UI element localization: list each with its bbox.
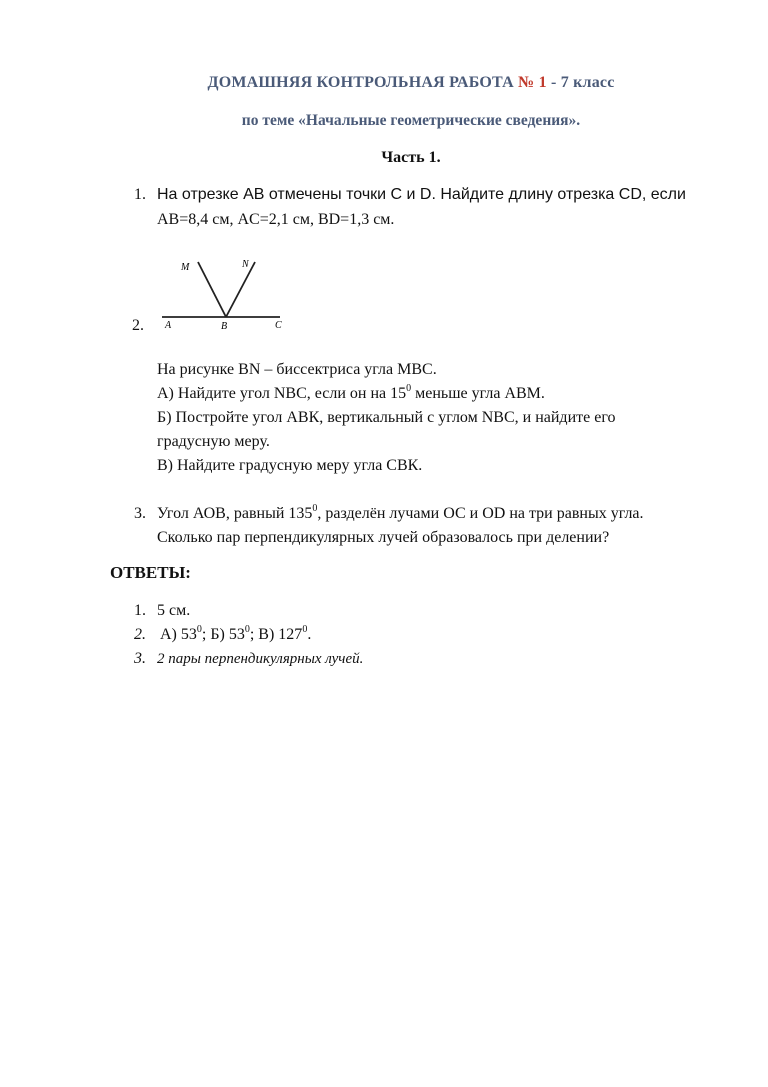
document-subtitle: по теме «Начальные геометрические сведения». [241, 112, 581, 129]
degree-sup: 0 [196, 624, 202, 635]
answer-1-number: 1. [134, 602, 146, 619]
label-m: M [181, 262, 190, 273]
label-c: C [275, 320, 282, 331]
document-title [0, 74, 768, 92]
task-3-number: 3. [134, 505, 146, 522]
task-1-number: 1. [134, 186, 146, 203]
answer-2-part-a: А) 53 [160, 626, 197, 643]
answer-3-number: 3. [134, 650, 146, 667]
answer-2-end: . [307, 626, 312, 643]
task-3-line-1-text: Угол АОВ, равный 135 [157, 505, 313, 522]
task-3-line-2: Сколько пар перпендикулярных лучей образовалось при делении? [157, 529, 610, 546]
label-n: N [242, 259, 249, 270]
task-2-line-5: В) Найдите градусную меру угла СВК. [157, 457, 423, 474]
task-2-line-3: Б) Постройте угол АВК, вертикальный с углом NBC, и найдите его [157, 409, 616, 426]
answers-heading: ОТВЕТЫ: [110, 563, 191, 582]
title-grade: - 7 класс [546, 74, 615, 91]
task-2-line-4: градусную меру. [157, 433, 270, 450]
task-2-line-1: На рисунке BN – биссектриса угла МВС. [157, 361, 437, 378]
task-2-line-2-end: меньше угла АВМ. [411, 385, 545, 402]
degree-sup: 0 [302, 624, 308, 635]
answer-2-part-c: ; В) 127 [249, 626, 303, 643]
answer-1-text: 5 см. [157, 602, 191, 619]
label-a: A [165, 320, 172, 331]
answer-2-text [160, 623, 311, 647]
ray-bn [226, 262, 255, 317]
title-number: № 1 [518, 74, 547, 91]
part-heading: Часть 1. [381, 149, 441, 166]
task-1-line-1: На отрезке АВ отмечены точки С и D. Найдите длину отрезка CD, если [157, 186, 686, 203]
degree-sup: 0 [244, 624, 250, 635]
task-2-line-2-text: А) Найдите угол NBC, если он на 15 [157, 385, 407, 402]
answer-2-number: 2. [134, 626, 146, 643]
answer-3-text: 2 пары перпендикулярных лучей. [157, 651, 364, 667]
degree-sup: 0 [312, 503, 318, 514]
ray-bm [198, 262, 226, 317]
label-b: B [221, 321, 228, 332]
task-3-line-1 [157, 502, 644, 526]
degree-sup: 0 [406, 383, 412, 394]
answer-2-part-b: ; Б) 53 [201, 626, 245, 643]
angle-figure [155, 252, 290, 334]
task-2-number: 2. [132, 317, 144, 334]
task-1-line-2: AB=8,4 см, AC=2,1 см, BD=1,3 см. [157, 211, 395, 228]
task-2-line-2 [157, 382, 545, 406]
title-text: ДОМАШНЯЯ КОНТРОЛЬНАЯ РАБОТА [207, 74, 519, 91]
task-3-line-1-end: , разделён лучами ОС и OD на три равных угла. [317, 505, 644, 522]
